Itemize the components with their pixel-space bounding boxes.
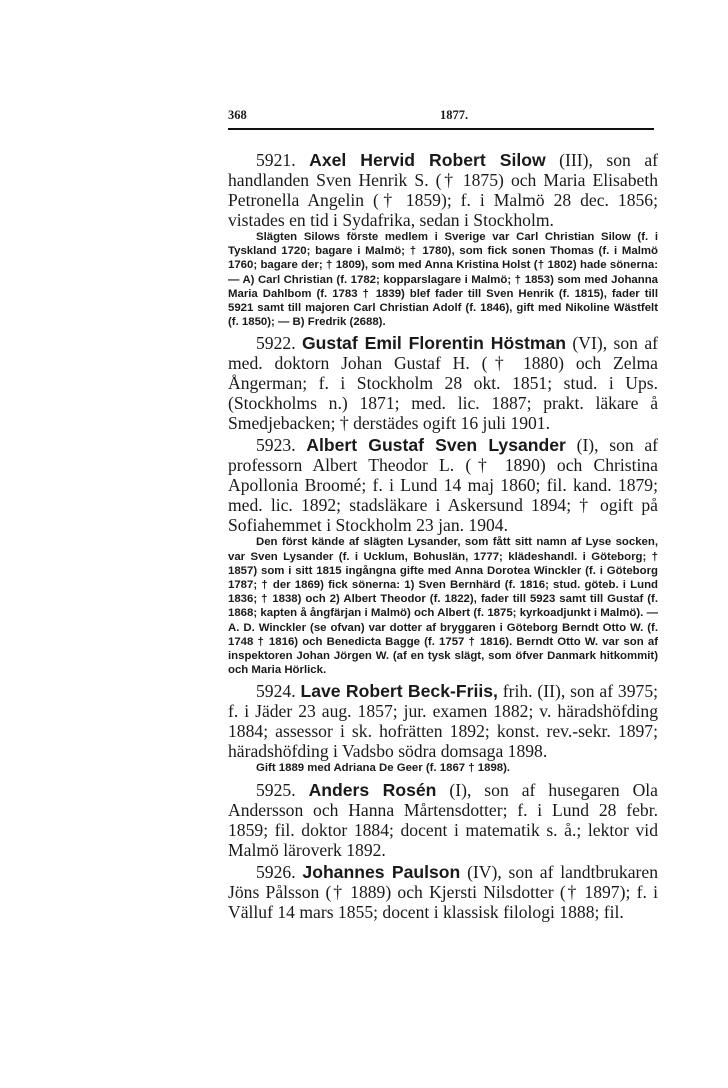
entry-number: 5923. — [256, 435, 296, 456]
entry-name: Gustaf Emil Florentin Höstman — [301, 333, 567, 354]
entry-note: Den först kände af slägten Lysander, som fått sitt namn af Lyse socken, var Sven Lysander (f. i Ucklum, Bohuslän, 1777; klädeshandl. i Göteborg; † 1857) som i sitt 1815 ingångna gifte med Anna Dorotea Winckler (f. i Göteborg 1787; † der 1869) fick sönerna: 1) Sven Bernhärd (f. 1816; stud. göteb. i Lund 1836; † 1838) och 2) Albert Theodor (f. 1822), fader till 5923 samt till Gustaf (f. 1868; kapten å ångfärjan i Malmö) och Albert (f. 1875; kyrkoadjunkt i Malmö). — A. D. Winckler (se ofvan) var dotter af bryggaren i Göteborg Berndt Otto W. (f. 1748 † 1816) och Benedicta Bagge (f. 1757 † 1816). Berndt Otto W. var son af inspektoren Johan Jörgen W. (af en tysk slägt, som öfver Danmark hitkommit) och Maria Hörlick. — [228, 536, 658, 677]
entry-5926 — [228, 862, 658, 922]
entry-note: Gift 1889 med Adriana De Geer (f. 1867 † 1898). — [256, 762, 511, 775]
entry-5925 — [228, 780, 658, 860]
book-page — [228, 108, 658, 126]
entry-text: (I), son af professorn Albert Theodor L. († 1890) och Christina Apollonia Broomé; f. i Lund 14 maj 1860; fil. kand. 1879; med. lic. 1892; stadsläkare i Askersund 1894; † ogift på Sofiahemmet i Stockholm 23 jan. 1904. — [228, 435, 659, 536]
entry-gap — [228, 922, 658, 924]
entry-number: 5926. — [256, 861, 296, 882]
entry-name: Albert Gustaf Sven Lysander — [306, 435, 566, 456]
entry-text: (I), son af husegaren Ola Andersson och Hanna Mårtensdotter; f. i Lund 28 febr. 1859; fil. doktor 1884; docent i matematik s. å.; lektor vid Malmö läroverk 1892. — [228, 779, 658, 860]
entry-number: 5921. — [256, 150, 296, 170]
page-year: 1877. — [440, 108, 469, 122]
entry-note: Slägten Silows förste medlem i Sverige var Carl Christian Silow (f. i Tyskland 1720; bagare i Malmö; † 1780), som fick sonen Thomas (f. i Malmö 1760; bagare der; † 1809), som med Anna Kristina Holst († 1802) hade sönerna: — A) Carl Christian (f. 1782; kopparslagare i Malmö; † 1853) som med Johanna Maria Dahlbom (f. 1783 † 1839) blef fader till Sven Henrik (f. 1815), fader till 5921 samt till majoren Carl Christian Adolf (f. 1846), gift med Nikoline Wästfelt (f. 1850); — B) Fredrik (2688). — [228, 231, 658, 329]
entry-number: 5924. — [256, 681, 296, 702]
entry-5924 — [228, 681, 658, 761]
entry-name: Anders Rosén — [308, 779, 437, 800]
entry-name: Axel Hervid Robert Silow — [309, 150, 546, 170]
entry-text: (VI), son af med. doktorn Johan Gustaf H. († 1880) och Zelma Ångerman; f. i Stockholm 28 okt. 1851; stud. i Ups. (Stockholms n.) 1871; med. lic. 1887; prakt. läkare å Smedjebacken; † derstädes ogift 16 juli 1901. — [228, 333, 658, 434]
entry-number: 5922. — [256, 333, 296, 354]
entry-list — [228, 150, 658, 924]
entry-name: Lave Robert Beck-Friis, — [300, 681, 498, 702]
entry-number: 5925. — [256, 779, 296, 800]
entry-5923 — [228, 435, 658, 535]
entry-5921 — [228, 150, 658, 230]
running-header — [228, 108, 658, 126]
entry-name: Johannes Paulson — [302, 861, 461, 882]
entry-text: (IV), son af landtbrukaren Jöns Pålsson († 1889) och Kjersti Nilsdotter († 1897); f. i Välluf 14 mars 1855; docent i klassisk filologi 1888; fil. — [228, 861, 658, 922]
page-content — [228, 150, 658, 924]
entry-5922 — [228, 333, 658, 433]
entry-text: frih. (II), son af 3975; f. i Jäder 23 aug. 1857; jur. examen 1882; v. häradshöfding 1884; assessor i sk. hofrätten 1892; konst. rev.-sekr. 1897; häradshöfding i Vadsbo södra domsaga 1898. — [228, 681, 659, 762]
header-rule — [228, 128, 654, 130]
page-number: 368 — [228, 108, 247, 122]
entry-text: (III), son af handlanden Sven Henrik S. († 1875) och Maria Elisabeth Petronella Angelin († 1859); f. i Malmö 28 dec. 1856; vistades en tid i Sydafrika, sedan i Stockholm. — [228, 150, 659, 230]
